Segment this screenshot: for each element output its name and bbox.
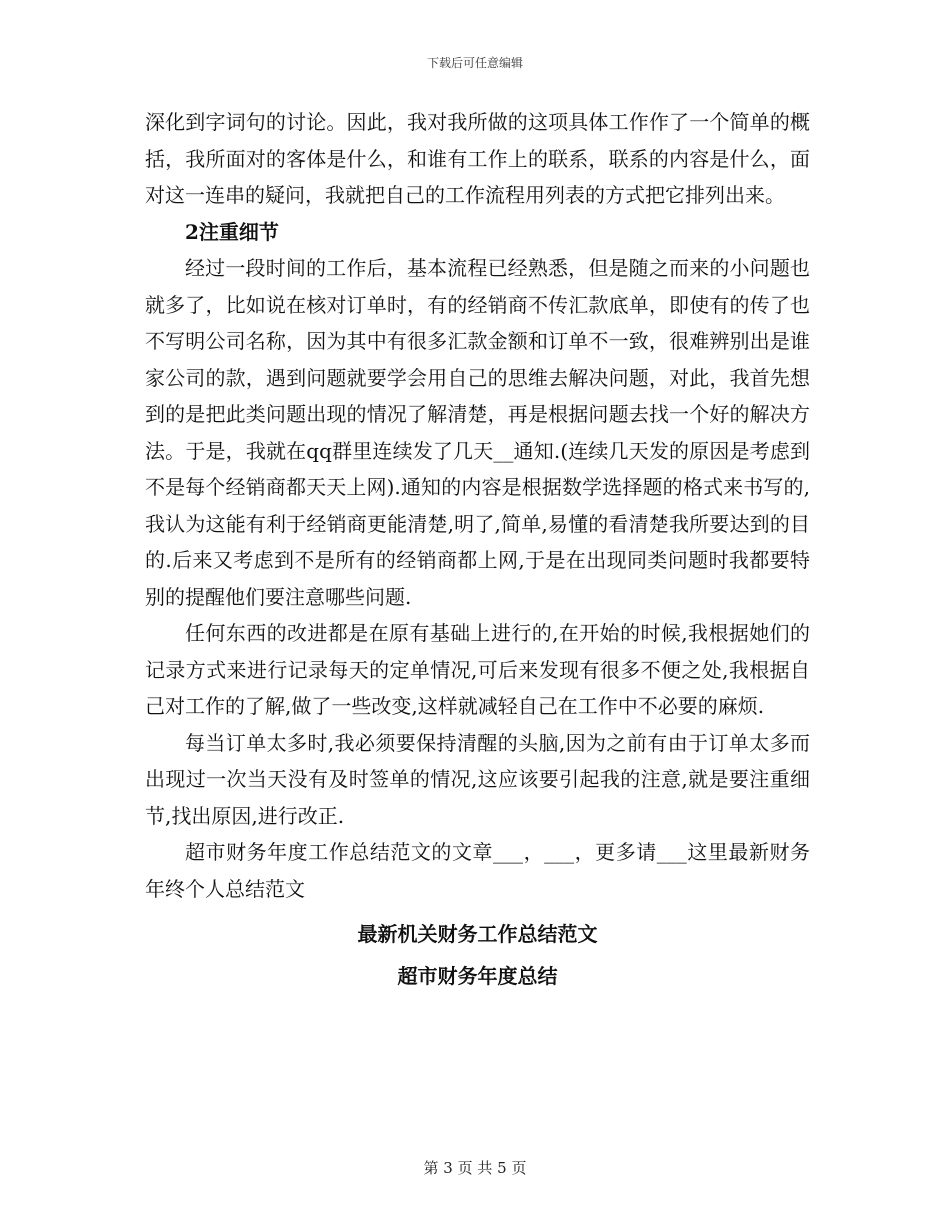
paragraph-order-checking: 经过一段时间的工作后，基本流程已经熟悉，但是随之而来的小问题也就多了，比如说在核对订单时，有的经销商不传汇款底单，即使有的传了也不写明公司名称，因为其中有很多汇款金额和订单不一致，很难辨别出是谁家公司的款，遇到问题就要学会用自己的思维去解决问题，对此，我首先想到的是把此类问题出现的情况了解清楚，再是根据问题去找一个好的解决方法。于是，我就在qq群里连续发了几天__通知.(连续几天发的原因是考虑到不是每个经销商都天天上网).通知的内容是根据数学选择题的格式来书写的,我认为这能有利于经销商更能清楚,明了,简单,易懂的看清楚我所要达到的目的.后来又考虑到不是所有的经销商都上网,于是在出现同类问题时我都要特别的提醒他们要注意哪些问题. (145, 256, 810, 609)
document-body (145, 104, 810, 989)
paragraph-intro-continuation: 深化到字词句的讨论。因此，我对我所做的这项具体工作作了一个简单的概括，我所面对的客体是什么，和谁有工作上的联系，联系的内容是什么，面对这一连串的疑问，我就把自己的工作流程用列表的方式把它排列出来。 (145, 110, 810, 207)
article-title-government-finance: 最新机关财务工作总结范文 (357, 922, 598, 946)
paragraph-record-improvement: 任何东西的改进都是在原有基础上进行的,在开始的时候,我根据她们的记录方式来进行记录每天的定单情况,可后来发现有很多不便之处,我根据自己对工作的了解,做了一些改变,这样就减轻自己在工作中不必要的麻烦. (145, 621, 810, 718)
page-header: 下载后可任意编辑 (426, 56, 523, 70)
paragraph-more-articles: 超市财务年度工作总结范文的文章___，___，更多请___这里最新财务年终个人总结范文 (145, 840, 810, 901)
article-title-supermarket-finance: 超市财务年度总结 (397, 964, 558, 988)
section-heading-details: 2注重细节 (185, 219, 279, 244)
page-footer: 第 3 页 共 5 页 (423, 1159, 527, 1177)
paragraph-order-volume: 每当订单太多时,我必须要保持清醒的头脑,因为之前有由于订单太多而出现过一次当天没有及时签单的情况,这应该要引起我的注意,就是要注重细节,找出原因,进行改正. (145, 730, 810, 828)
